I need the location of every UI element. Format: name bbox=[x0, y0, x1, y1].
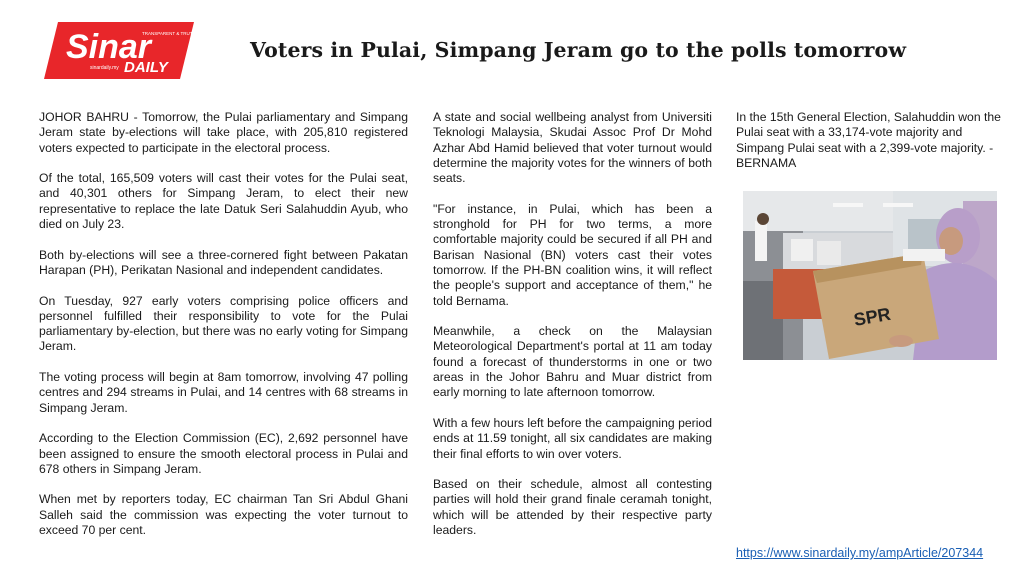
paragraph: Of the total, 165,509 voters will cast their votes for the Pulai seat, and 40,301 others for Simpang Jeram, to elect their new representative to replace the late Datuk Seri Salahuddin Ayub, who died on July 23. bbox=[39, 171, 408, 232]
sinar-daily-logo bbox=[44, 22, 205, 79]
article-photo bbox=[743, 191, 997, 360]
source-link[interactable]: https://www.sinardaily.my/ampArticle/207344 bbox=[736, 546, 984, 560]
paragraph: With a few hours left before the campaigning period ends at 11.59 tonight, all six candidates are making their final efforts to win over voters. bbox=[433, 415, 712, 461]
logo-site: sinardaily.my bbox=[90, 65, 119, 71]
article-column-3 bbox=[736, 110, 1004, 186]
logo-daily-text: DAILY bbox=[124, 59, 168, 76]
paragraph: In the 15th General Election, Salahuddin won the Pulai seat with a 33,174-vote majority and Simpang Pulai seat with a 2,399-vote majority. - BERNAMA bbox=[736, 110, 1001, 170]
article-column-1 bbox=[39, 110, 408, 554]
article-headline: Voters in Pulai, Simpang Jeram go to the polls tomorrow bbox=[250, 38, 907, 62]
paragraph: A state and social wellbeing analyst from Universiti Teknologi Malaysia, Skudai Assoc Prof Dr Mohd Azhar Abd Hamid believed that voter turnout would determine the majority votes for the winners of both seats. bbox=[433, 110, 712, 186]
paragraph: When met by reporters today, EC chairman Tan Sri Abdul Ghani Salleh said the commission was expecting the voter turnout to exceed 70 per cent. bbox=[39, 492, 408, 538]
logo-brand-text: Sinar bbox=[66, 28, 152, 66]
paragraph: The voting process will begin at 8am tomorrow, involving 47 polling centres and 294 streams in Pulai, and 14 centres with 68 streams in Simpang Jeram. bbox=[39, 370, 408, 415]
paragraph: Meanwhile, a check on the Malaysian Meteorological Department's portal at 11 am today found a forecast of thunderstorms in one or two areas in the Johor Bahru and Muar district from early morning to late afternoon tomorrow. bbox=[433, 324, 712, 400]
box-spr-label: SPR bbox=[852, 303, 893, 330]
paragraph: Based on their schedule, almost all contesting parties will hold their grand finale ceramah tonight, which will be attended by their respective party leaders. bbox=[433, 477, 712, 538]
paragraph: On Tuesday, 927 early voters comprising police officers and personnel fulfilled their responsibility to vote for the Pulai parliamentary by-election, but there was no early voting for Simpang Jeram. bbox=[39, 293, 408, 354]
article-column-2 bbox=[433, 110, 712, 554]
paragraph: According to the Election Commission (EC), 2,692 personnel have been assigned to ensure the smooth electoral process in Pulai and 678 others in Simpang Jeram. bbox=[39, 431, 408, 476]
logo-tagline: TRANSPARENT & TRUTHFUL bbox=[142, 31, 205, 36]
paragraph: JOHOR BAHRU - Tomorrow, the Pulai parliamentary and Simpang Jeram state by-elections will take place, with 205,810 registered voters expected to participate in the electoral process. bbox=[39, 110, 408, 155]
paragraph: Both by-elections will see a three-cornered fight between Pakatan Harapan (PH), Perikatan Nasional and independent candidates. bbox=[39, 247, 408, 277]
paragraph: "For instance, in Pulai, which has been a stronghold for PH for two terms, a more comfortable majority could be secured if all PH and Barisan Nasional (BN) voters cast their votes tomorrow. If the PH-BN coalition wins, it will reflect the people's support and acceptance of them," he told Bernama. bbox=[433, 201, 712, 308]
